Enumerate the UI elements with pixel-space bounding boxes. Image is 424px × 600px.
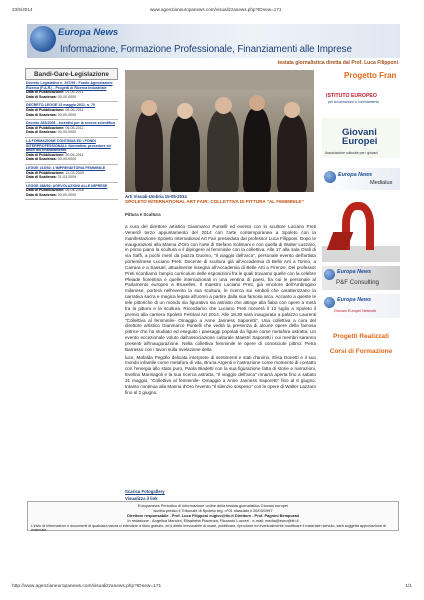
sidebar-item-title[interactable]: LA FORMAZIONE CONTINUA ED I FONDI INTERPROFESSIONALI: Normativa, procedure ed attori del finanziamento [26, 138, 111, 153]
pub-label: Data di Pubblicazione: [26, 188, 65, 193]
footer-line: In redazione - Angelica Mancini, Elisabetta Piacenza, Riccardo Lucceri - e-mail: media@euro@tin.it [127, 518, 299, 523]
print-url: www.agenzianeuropanews.com/visualizzanews.php?IDnew=171 [150, 7, 282, 12]
istituto-sub: per la formazione e l'orientamento [328, 100, 380, 104]
globe-icon [324, 171, 336, 183]
sidebar-item-exp [26, 130, 117, 135]
giovani-sub: Associazione culturale per i giovani [325, 151, 378, 155]
corsi-formazione-link[interactable]: Corsi di Formazione [329, 348, 393, 355]
istituto-label: ISTITUTO EUROPEO [326, 93, 377, 99]
right-column [322, 68, 400, 368]
exp-label: Data di Scadenza: [26, 157, 57, 162]
sculpture-image [322, 194, 400, 262]
pub-label: Data di Pubblicazione: [26, 107, 65, 112]
sidebar-item[interactable] [25, 80, 118, 102]
sidebar-item-exp [26, 113, 117, 118]
visualize-link[interactable]: Visualizza il link [125, 496, 158, 501]
exp-label: Data di Scadenza: [26, 175, 57, 180]
pub-date: 06-06-2011 [65, 125, 84, 130]
medialux-banner[interactable] [322, 168, 400, 190]
pf-label: P&F Consulting [336, 279, 379, 286]
medialux-brand: Europa News [338, 172, 373, 178]
article-category: Pittura e Scultura [125, 212, 161, 217]
sidebar-item[interactable] [25, 165, 118, 183]
sidebar-item-title[interactable]: LEGGE 488/92: AGEVOLAZIONI ALLE IMPRESE [26, 183, 108, 188]
sidebar-item[interactable] [25, 183, 118, 201]
exp-label: Data di Scadenza: [26, 192, 57, 197]
pub-date: 06-06-2011 [65, 107, 84, 112]
net-brand: Europa News [337, 297, 372, 303]
sidebar-list [25, 80, 118, 200]
article-paragraph: a cura del direttore artistico Gianmarco Puntelli ed evento con lo scultore Luciano Preti Venerdì terzo appuntamento del 2014 con l'arte contemporanea a Spoleto con la manifestazione Spoleto International Art Fair presieduta dal professor Luca Filipponi. Dopo le inaugurazioni alla Manna d'Oro con l'arte di Stefano Solimani e con quella di Walter Lazzaro, in primo piano la scultura e il dipingere al femminile con la collettiva. Alle 17 alla sala Orafi di via Saffi, a pochi metri da piazza Duomo, "Il viaggio dell'arca", personale evento dell'artista portemilnese Luciano Preti. Docente di scultura già all'Accademia di Belle Arti a Torino, a Carrara e a Sassari, attualmente insegna all'Accademia di Belle Arti a Firenze. Del professor Preti ricordiamo l'ampio curriculum delle esposizioni fra le quali troviamo quelle con la celebre Pleiade fiorentina e quelle internazionali in una ventina di paesi, fra cui le personale al Parlamento europeo a Bruxelles. Il maestro Luciano Preti, già vincitore dell'Ambrogino milanese, porterà nell'evento la sua scultura, le ricerca sui simboli che caratterizzano la narrativa sacra e megica legata all'uomo a partire dalla sua famosa arca. Accanto a queste le tele pittoriche di un mondo sia figurativo sia astratto che attinge alla fiaba con opere a metà fra la pittura e la scultura. Ricordiamo che Luciano Preti riceverà il 12 luglio a Spoleto il premio alla carriera Spoleto Festival Art 2014. Alle 18.30 sarà inaugurata a palazzo Laurenti "Collettiva al femminile- Omaggio a Anne Janness Saporetti". Una collettiva a cura del direttore artistico Gianmarco Puntelli che vedrà la presenza di alcune opere della famosa pittrice che ha studiato ed eseguito i paesaggi popolati da figure come metafora astratta. Un evento eccezionale voluto dall'associazione culturale Maestri Saporetti i cui membri saranno presenti all'inaugurazione. Nella collettiva femminile le opere di conosciute pittrici: Petra Barrasso con i lavori sulla rivelazione della [125, 224, 316, 352]
article-title: SPOLETO INTERNATIONAL ART FAIR: COLLETTIVA DI PITTURA "AL FEMMINILE" [125, 199, 304, 204]
sidebar-item-exp [26, 175, 117, 180]
pf-brand: Europa News [337, 269, 372, 275]
sidebar-item-exp [26, 95, 117, 100]
sidebar-item-exp [26, 157, 117, 162]
pub-date: 13-03-2009 [65, 170, 84, 175]
footer-line: Europanews Periodico di informazione online della testata giornalistica Giovani europei [138, 503, 288, 508]
footer-disclaimer: L'invio di informazioni e documenti di qualsiasi natura ci intendere a titolo gratuito, ed il diritto irrevocabile di usare, pubblicare, riprodurre ed eventualmente modificare il materiale ricevuto, sarà soggetta approvazione di materiale. [31, 524, 386, 533]
globe-logo-icon [30, 26, 56, 52]
footer-line: Direttore responsabile - Prof. Luca Filipponi eugiov@tin.it Direttore - Prof. Pagnini Bemporad [127, 513, 299, 518]
exp-label: Data di Scadenza: [26, 130, 57, 135]
exp-date: 00-00-0000 [57, 112, 77, 117]
article-paragraph: luce, Mafalda Pegollo delicata interprete di sentimenti e stati d'animo, Elisa Donetti e il suo mondo infantile come metafora di vita, Bruna Argenti e l'astrazione come momento di contatto con l'energia allo stato puro, Paola Biadetti con la sua figurazione fatta di storie e narrazioni, Evelina Marinagoli e la sua ricerca astratta, "Il viaggio dell'arca" rimarrà aperta fino a sabato 31 maggio, "Collettiva al femminile- Omaggio a Anne Janness Saporetti" fino al 6 giugno. Intanto continua alla Manna d'Oro l'evento "Il silenzio sospeso" con le opere di Walter Lazzaro fino al 2 giugno. [125, 354, 316, 395]
pub-date: 30-05-2011 [65, 152, 84, 157]
pub-label: Data di Pubblicazione: [26, 170, 65, 175]
article-photo [125, 70, 314, 192]
exp-date: 00-00-0000 [57, 157, 77, 162]
progetti-realizzati-link[interactable]: Progetti Realizzati [333, 333, 389, 340]
site-logo[interactable]: Europa News [58, 27, 119, 38]
site-slogan: Informazione, Formazione Professionale, Finanziamenti alle Imprese [60, 44, 352, 55]
footer-line: iscritta presso il Tribunale di Spoleto reg. n°01 rilasciato il 20/03/1997 [153, 508, 273, 513]
sidebar-item-title[interactable]: Decreto Legislativo n. 297/99 - Fondo Agevolazioni Ricerca (F.A.R.) - Progetti di Ricerca Industriale [26, 81, 113, 90]
exp-date: 00-00-0000 [57, 192, 77, 197]
pub-label: Data di Pubblicazione: [26, 152, 65, 157]
exp-date: 00-00-0000 [57, 130, 77, 135]
print-date: 23/5/2014 [12, 7, 33, 12]
pub-label: Data di Pubblicazione: [26, 90, 65, 95]
print-footer-url: http://www.agenzianeuropanews.com/visualizzanews.php?IDnew=171 [12, 584, 162, 589]
exp-label: Data di Scadenza: [26, 112, 57, 117]
giovani-europei-banner[interactable] [322, 118, 400, 158]
page-number: 1/1 [405, 584, 412, 589]
exp-date: 00-00-0000 [57, 94, 77, 99]
sidebar-item[interactable] [25, 138, 118, 165]
sidebar-item-title[interactable]: DECRETO-LEGGE 13 maggio 2011, n. 70 [26, 103, 96, 108]
article-meta: Arti Visuali-Umbria 15-05-2014 [125, 194, 187, 199]
article-body [125, 224, 316, 397]
fotogallery-link[interactable]: Scarica Fotogallery [125, 489, 165, 494]
sidebar-item[interactable] [25, 120, 118, 138]
sidebar-item-title[interactable]: LEGGE 215/92: L'IMPRENDITORIA FEMMINILE [26, 165, 106, 170]
globe-icon [324, 297, 335, 308]
sidebar-item-title[interactable]: Decreto 283/2008 - Incentivi per la ricerca scientifica [26, 121, 116, 126]
pf-consulting-banner[interactable] [322, 266, 400, 290]
footer-box [27, 501, 399, 531]
pub-label: Data di Pubblicazione: [26, 125, 65, 130]
exp-label: Data di Scadenza: [26, 94, 57, 99]
network-banner[interactable] [322, 294, 400, 318]
sidebar-item-exp [26, 193, 117, 198]
istituto-europeo-banner[interactable] [322, 90, 400, 108]
sidebar [25, 68, 118, 516]
sidebar-title: Bandi-Gare-Legislazione [25, 68, 118, 80]
sidebar-item[interactable] [25, 102, 118, 120]
site-subtitle: testata giornalistica diretta dal Prof. Luca Filipponi [277, 60, 398, 66]
medialux-label: Medialux [370, 180, 393, 186]
giovani-label: Giovani Europei [342, 127, 378, 147]
exp-date: 31-03-2009 [57, 175, 77, 180]
globe-icon [324, 269, 335, 280]
pub-date: 06-04-2008 [65, 188, 84, 193]
pub-date: 09-06-2011 [65, 90, 84, 95]
net-label: Giovani Europei Network [334, 309, 376, 313]
progetto-fran-title[interactable]: Progetto Fran [344, 71, 397, 80]
